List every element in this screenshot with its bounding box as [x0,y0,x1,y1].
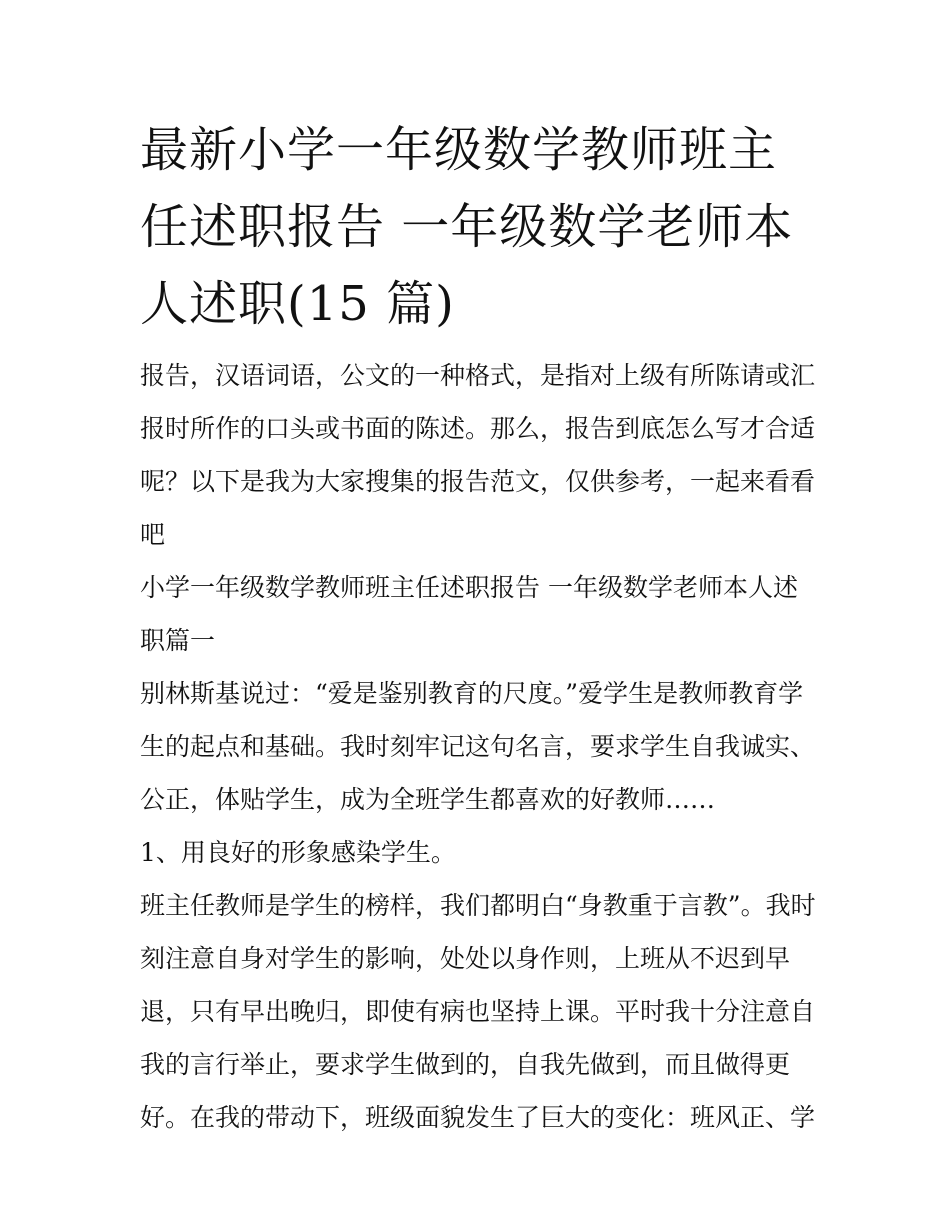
text-line: 报时所作的口头或书面的陈述。那么，报告到底怎么写才合适 [140,414,816,443]
text-line: 报告，汉语词语，公文的一种格式，是指对上级有所陈请或汇 [140,361,816,390]
text-line: 好。在我的带动下，班级面貌发生了巨大的变化：班风正、学 [140,1103,816,1132]
text-line: 小学一年级数学教师班主任述职报告 一年级数学老师本人述 [140,573,798,602]
body-paragraph [140,879,820,1144]
document-title [140,112,820,343]
text-line: 我的言行举止，要求学生做到的，自我先做到，而且做得更 [140,1050,791,1079]
intro-paragraph [140,349,820,561]
text-line: 生的起点和基础。我时刻牢记这句名言，要求学生自我诚实、 [140,732,816,761]
text-line: 班主任教师是学生的榜样，我们都明白“身教重于言教”。我时 [140,891,816,920]
text-line: 退，只有早出晚归，即使有病也坚持上课。平时我十分注意自 [140,997,816,1026]
section-heading [140,561,820,667]
text-line: 刻注意自身对学生的影响，处处以身作则，上班从不迟到早 [140,944,791,973]
text-line: 别林斯基说过：“爱是鉴别教育的尺度。”爱学生是教师教育学 [140,679,804,708]
text-line: 职篇一 [140,626,216,655]
text-line: 公正，体贴学生，成为全班学生都喜欢的好教师…… [140,785,716,814]
numbered-heading [140,826,820,879]
text-line: 吧 [140,520,166,549]
text-line: 1、用良好的形象感染学生。 [140,838,456,867]
title-line-2: 任述职报告 一年级数学老师本 [140,199,794,255]
title-line-3: 人述职(15 篇) [140,276,455,332]
title-line-1: 最新小学一年级数学教师班主 [140,122,778,178]
document-content [140,112,820,1144]
quote-paragraph [140,667,820,826]
text-line: 呢？以下是我为大家搜集的报告范文，仅供参考，一起来看看 [140,467,816,496]
